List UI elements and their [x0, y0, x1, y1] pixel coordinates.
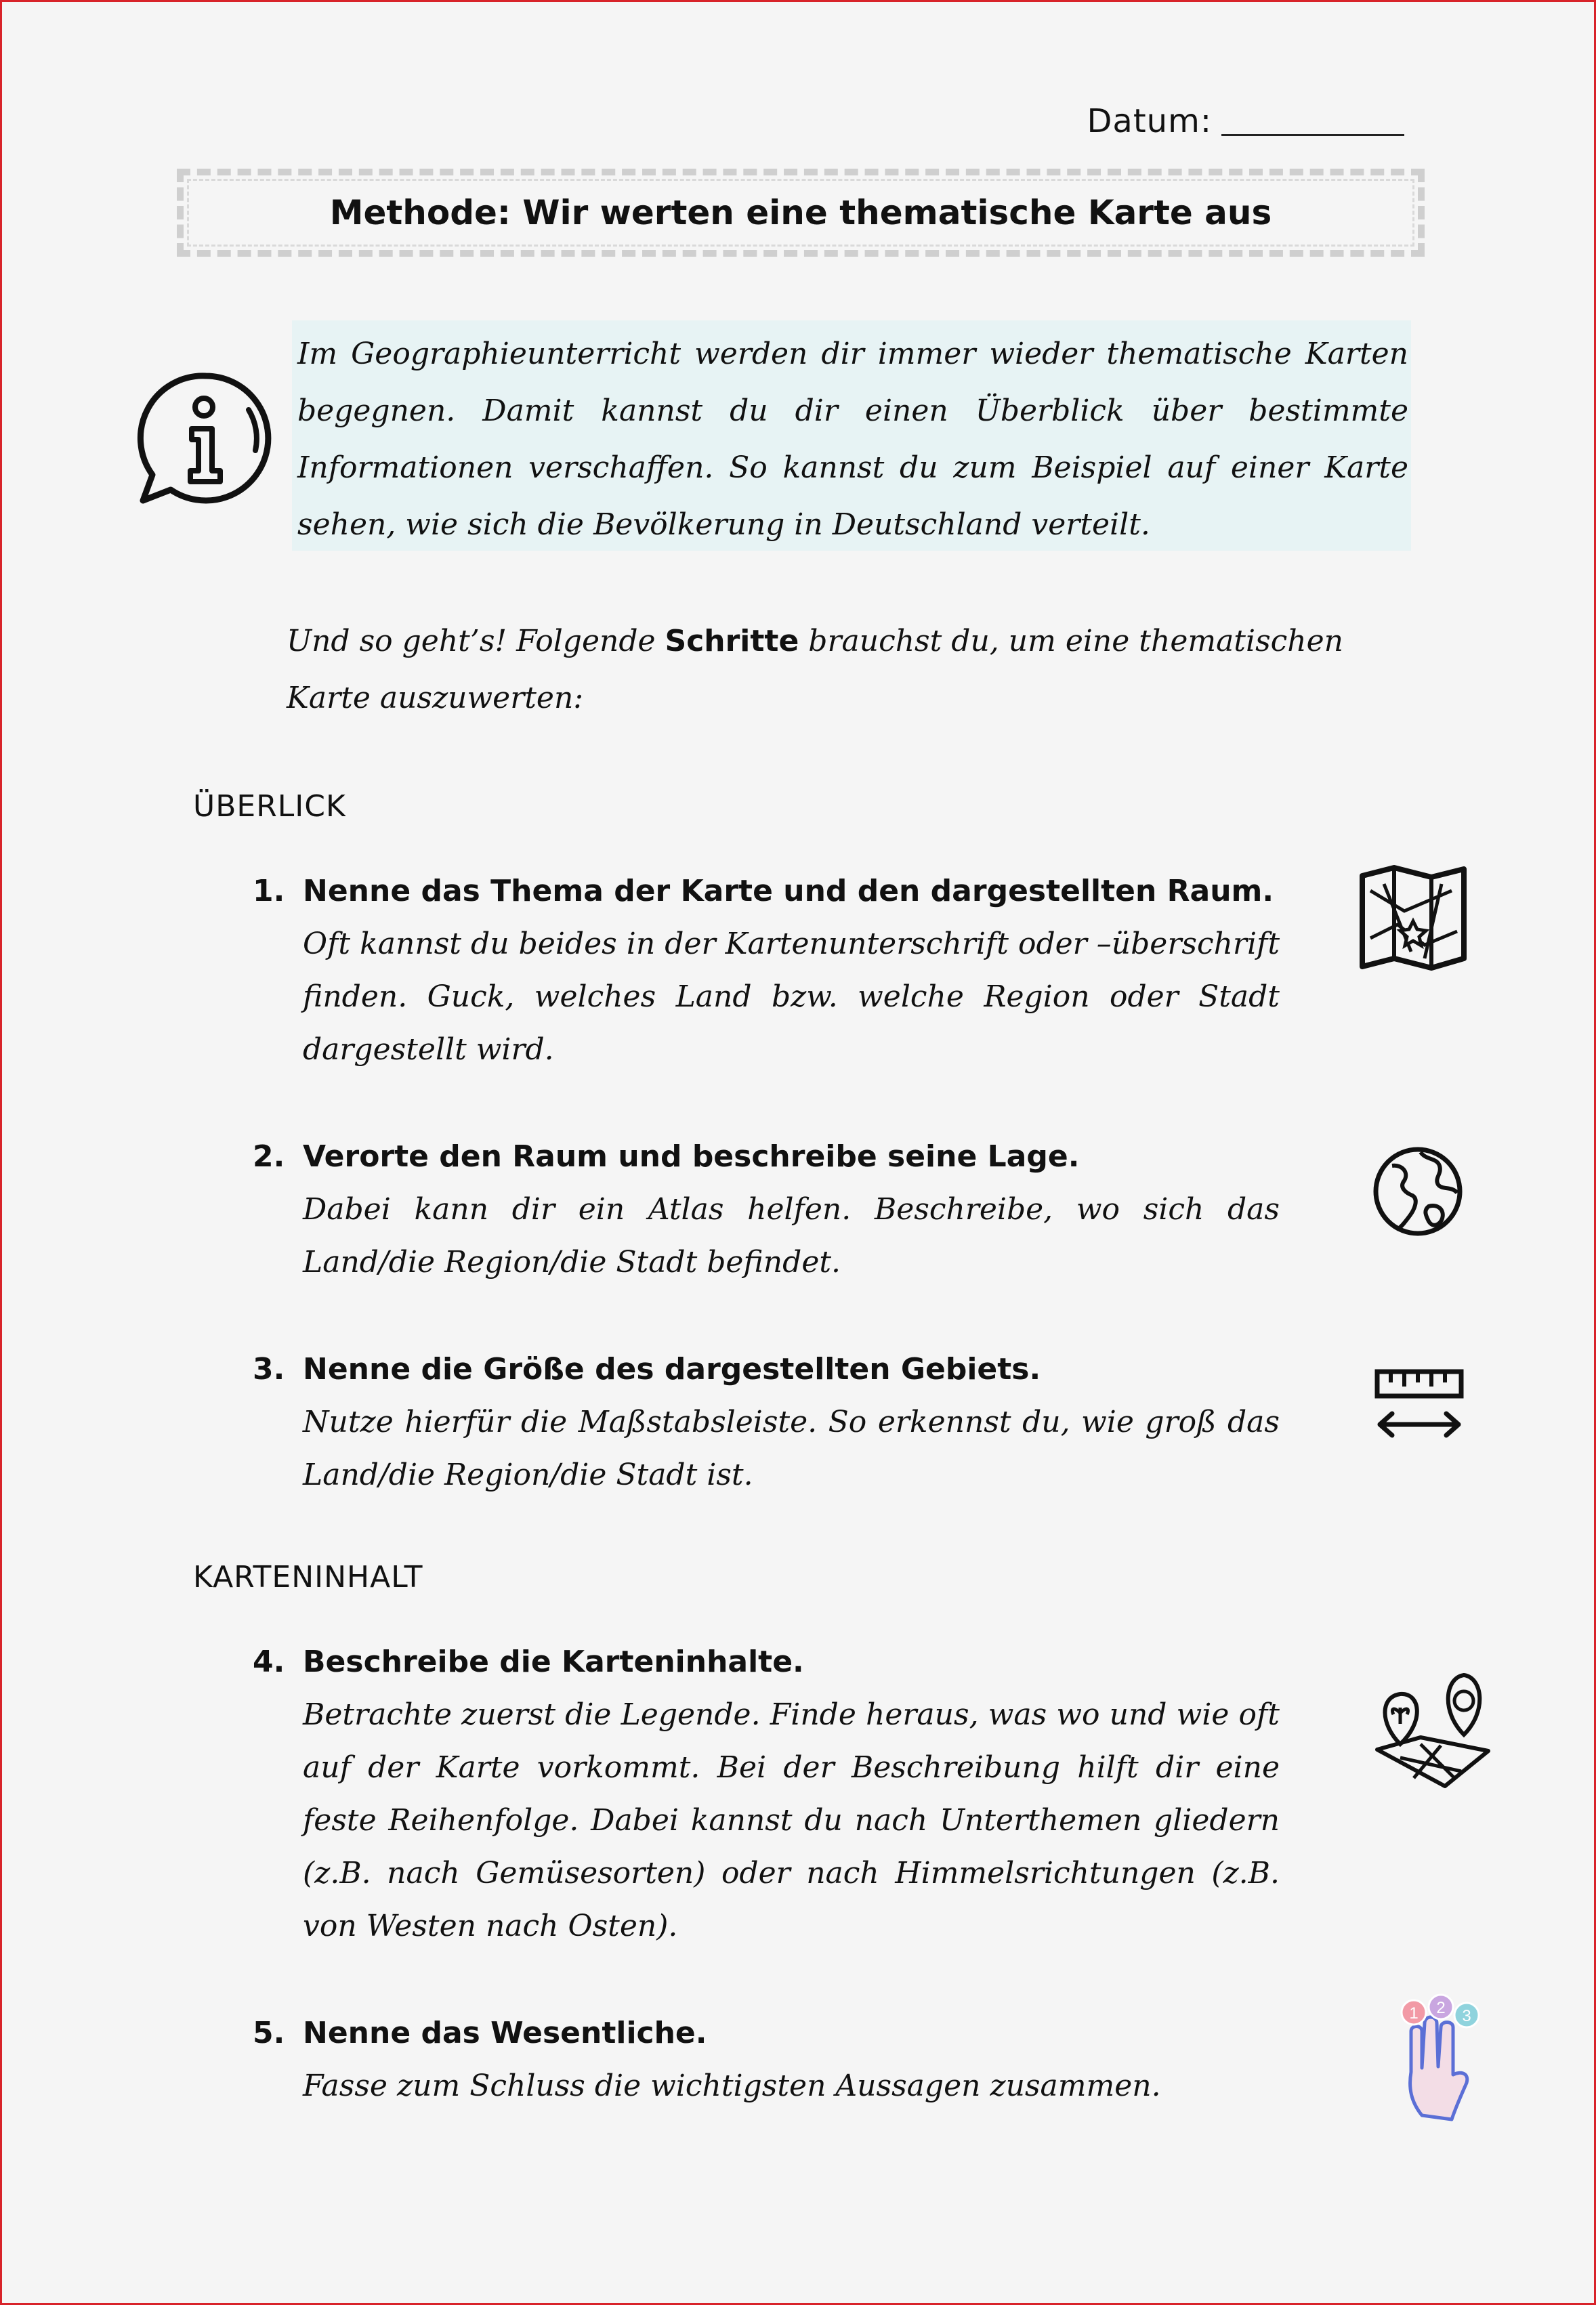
step-number: 4. [253, 1645, 285, 1679]
section-heading-content: KARTENINHALT [193, 1560, 423, 1594]
step-title: Verorte den Raum und beschreibe seine Lage. [303, 1139, 1080, 1174]
step-text: Fasse zum Schluss die wichtigsten Aussagen zusammen. [303, 2069, 1161, 2103]
step-text: Nutze hierfür die Maßstabsleiste. So erkennst du, wie groß das Land/die Region/die Stadt ist. [303, 1405, 1280, 1492]
three-fingers-icon [1391, 1987, 1492, 2129]
step-text: Dabei kann dir ein Atlas helfen. Beschreibe, wo sich das Land/die Region/die Stadt befindet. [303, 1192, 1280, 1280]
step-title: Nenne die Größe des dargestellten Gebiets. [303, 1352, 1041, 1387]
step-1 [253, 865, 1280, 1076]
intro-text-before: Und so geht’s! Folgende [287, 624, 665, 658]
badge-1-label: 1 [1409, 2004, 1419, 2023]
step-number: 1. [253, 874, 285, 908]
date-blank-line [1221, 114, 1404, 136]
step-title: Nenne das Thema der Karte und den dargestellten Raum. [303, 874, 1274, 908]
step-2 [253, 1130, 1280, 1289]
step-3 [253, 1343, 1280, 1502]
map-pins-icon [1373, 1670, 1492, 1792]
step-number: 3. [253, 1352, 285, 1387]
ruler-icon [1373, 1368, 1465, 1442]
section-heading-overview: ÜBERLICK [193, 789, 346, 824]
info-bubble-icon [135, 368, 277, 510]
folded-map-icon [1357, 864, 1469, 972]
title-box [177, 169, 1425, 257]
page-title: Methode: Wir werten eine thematische Karte aus [329, 193, 1272, 232]
date-label: Datum: [1087, 102, 1212, 140]
info-text-box: Im Geographieunterricht werden dir immer wieder thematische Karten begegnen. Damit kannst du dir einen Überblick über bestimmte Informationen verschaffen. So kannst du zum Beispiel auf einer Karte sehen, wie sich die Bevölkerung in Deutschland verteilt. [292, 320, 1411, 551]
step-text: Betrachte zuerst die Legende. Finde heraus, was wo und wie oft auf der Karte vorkommt. Bei der Beschreibung hilft dir eine feste Reihenfolge. Dabei kannst du nach Unterthemen gliedern (z.B. nach Gemüsesorten) oder nach Himmelsrichtungen (z.B. von Westen nach Osten). [303, 1697, 1280, 1943]
badge-3-label: 3 [1462, 2007, 1471, 2025]
step-number: 2. [253, 1139, 285, 1174]
step-number: 5. [253, 2016, 285, 2050]
intro-text-after: brauchst du, um eine thematischen Karte auszuwerten: [287, 624, 1343, 715]
intro-paragraph [287, 613, 1404, 727]
globe-icon [1372, 1145, 1464, 1238]
step-4 [253, 1636, 1280, 1953]
badge-2-label: 2 [1436, 1999, 1446, 2017]
date-field [1087, 102, 1404, 140]
step-5 [253, 2007, 1280, 2113]
step-text: Oft kannst du beides in der Kartenunterschrift oder –überschrift finden. Guck, welches Land bzw. welche Region oder Stadt dargestellt wird. [303, 927, 1280, 1067]
intro-bold-word: Schritte [665, 624, 799, 658]
step-title: Beschreibe die Karteninhalte. [303, 1645, 804, 1679]
step-title: Nenne das Wesentliche. [303, 2016, 707, 2050]
